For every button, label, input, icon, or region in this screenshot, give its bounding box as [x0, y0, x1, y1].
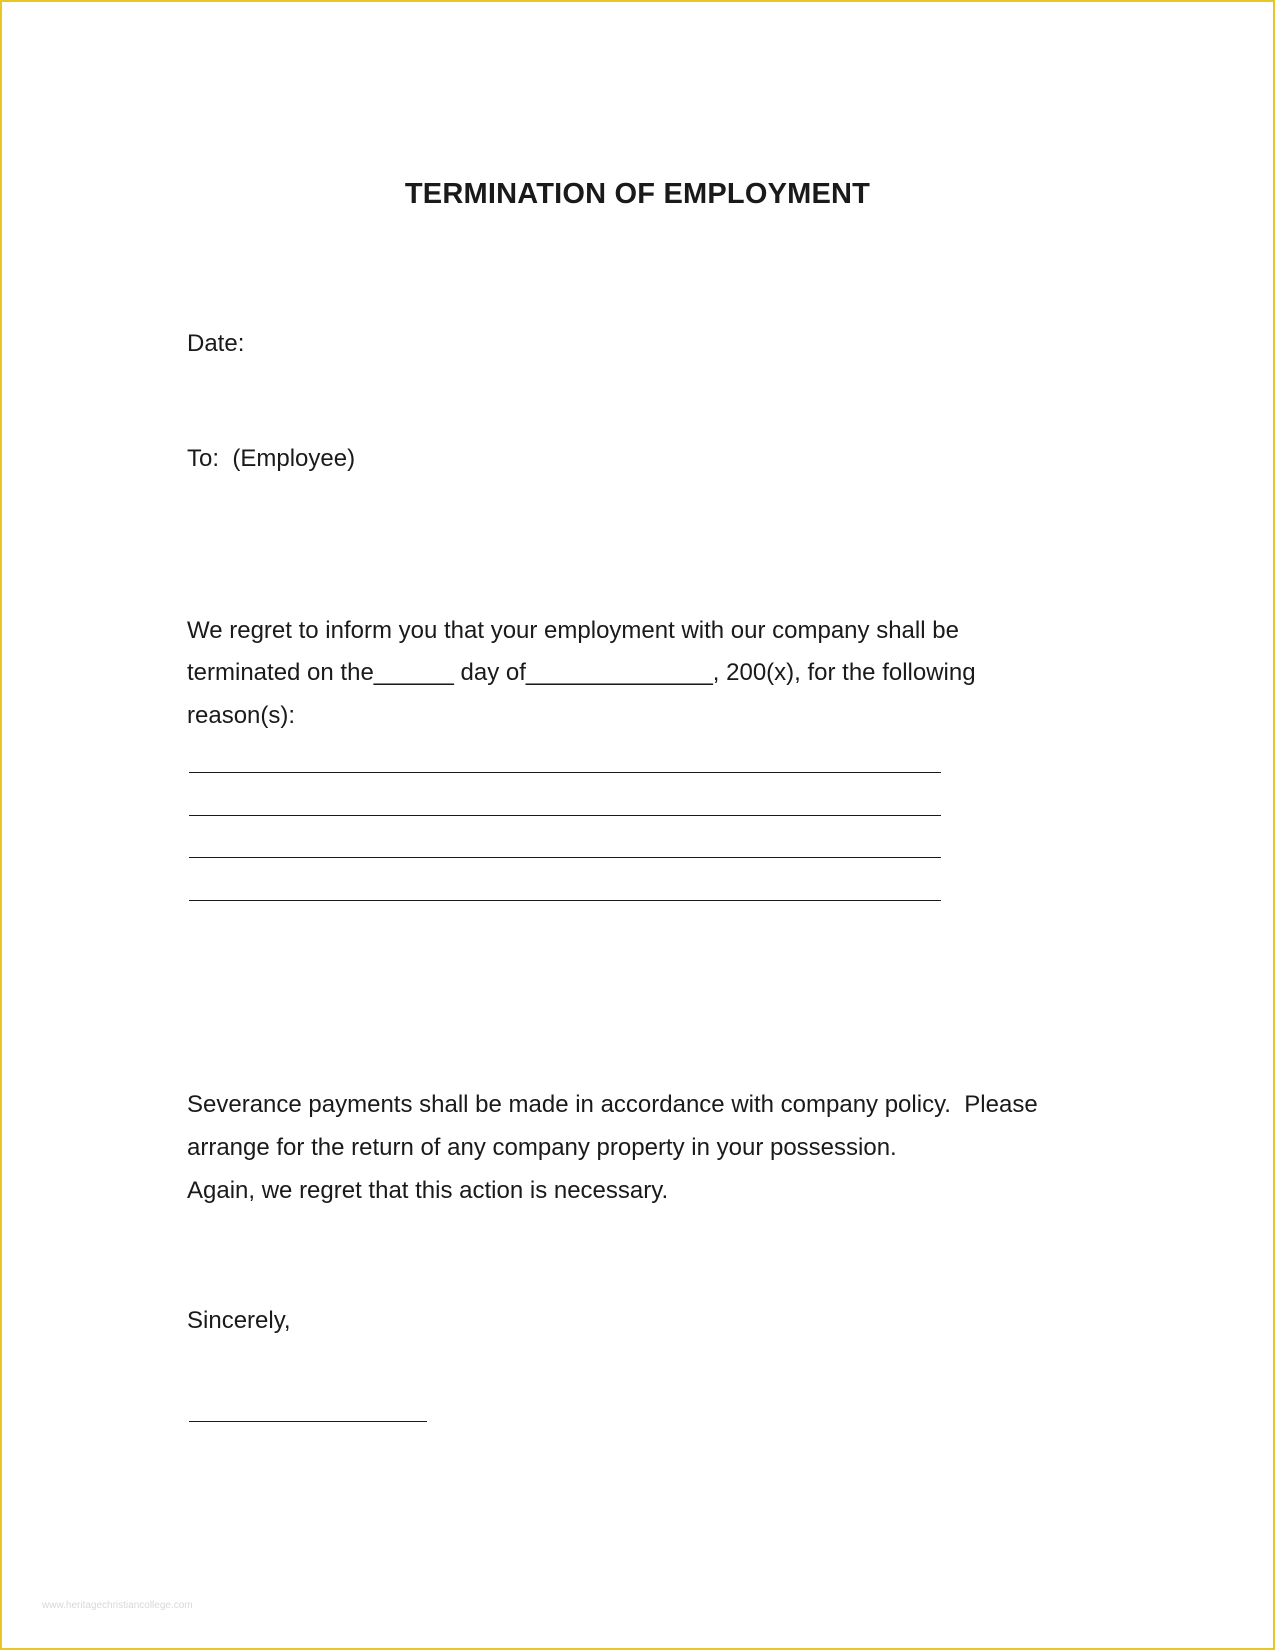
signature-line: [189, 1421, 427, 1422]
closing-text: Sincerely,: [187, 1307, 291, 1334]
reason-blank-line: [189, 900, 941, 901]
document-title: TERMINATION OF EMPLOYMENT: [404, 178, 871, 210]
paragraph2-line1: Severance payments shall be made in accordance with company policy. Please: [187, 1091, 1038, 1118]
reason-blank-line: [189, 815, 941, 816]
watermark-text: www.heritagechristiancollege.com: [42, 1600, 193, 1611]
paragraph1-line3: reason(s):: [187, 702, 296, 729]
recipient-line: To: (Employee): [187, 445, 356, 472]
paragraph2-line3: Again, we regret that this action is necessary.: [187, 1177, 669, 1204]
reason-blank-line: [189, 857, 941, 858]
paragraph1-line2: terminated on the______ day of______________, 200(x), for the following: [187, 659, 976, 686]
paragraph1-line1: We regret to inform you that your employment with our company shall be: [187, 617, 959, 644]
paragraph2-line2: arrange for the return of any company property in your possession.: [187, 1134, 897, 1161]
reason-blank-line: [189, 772, 941, 773]
date-label: Date:: [187, 330, 245, 357]
